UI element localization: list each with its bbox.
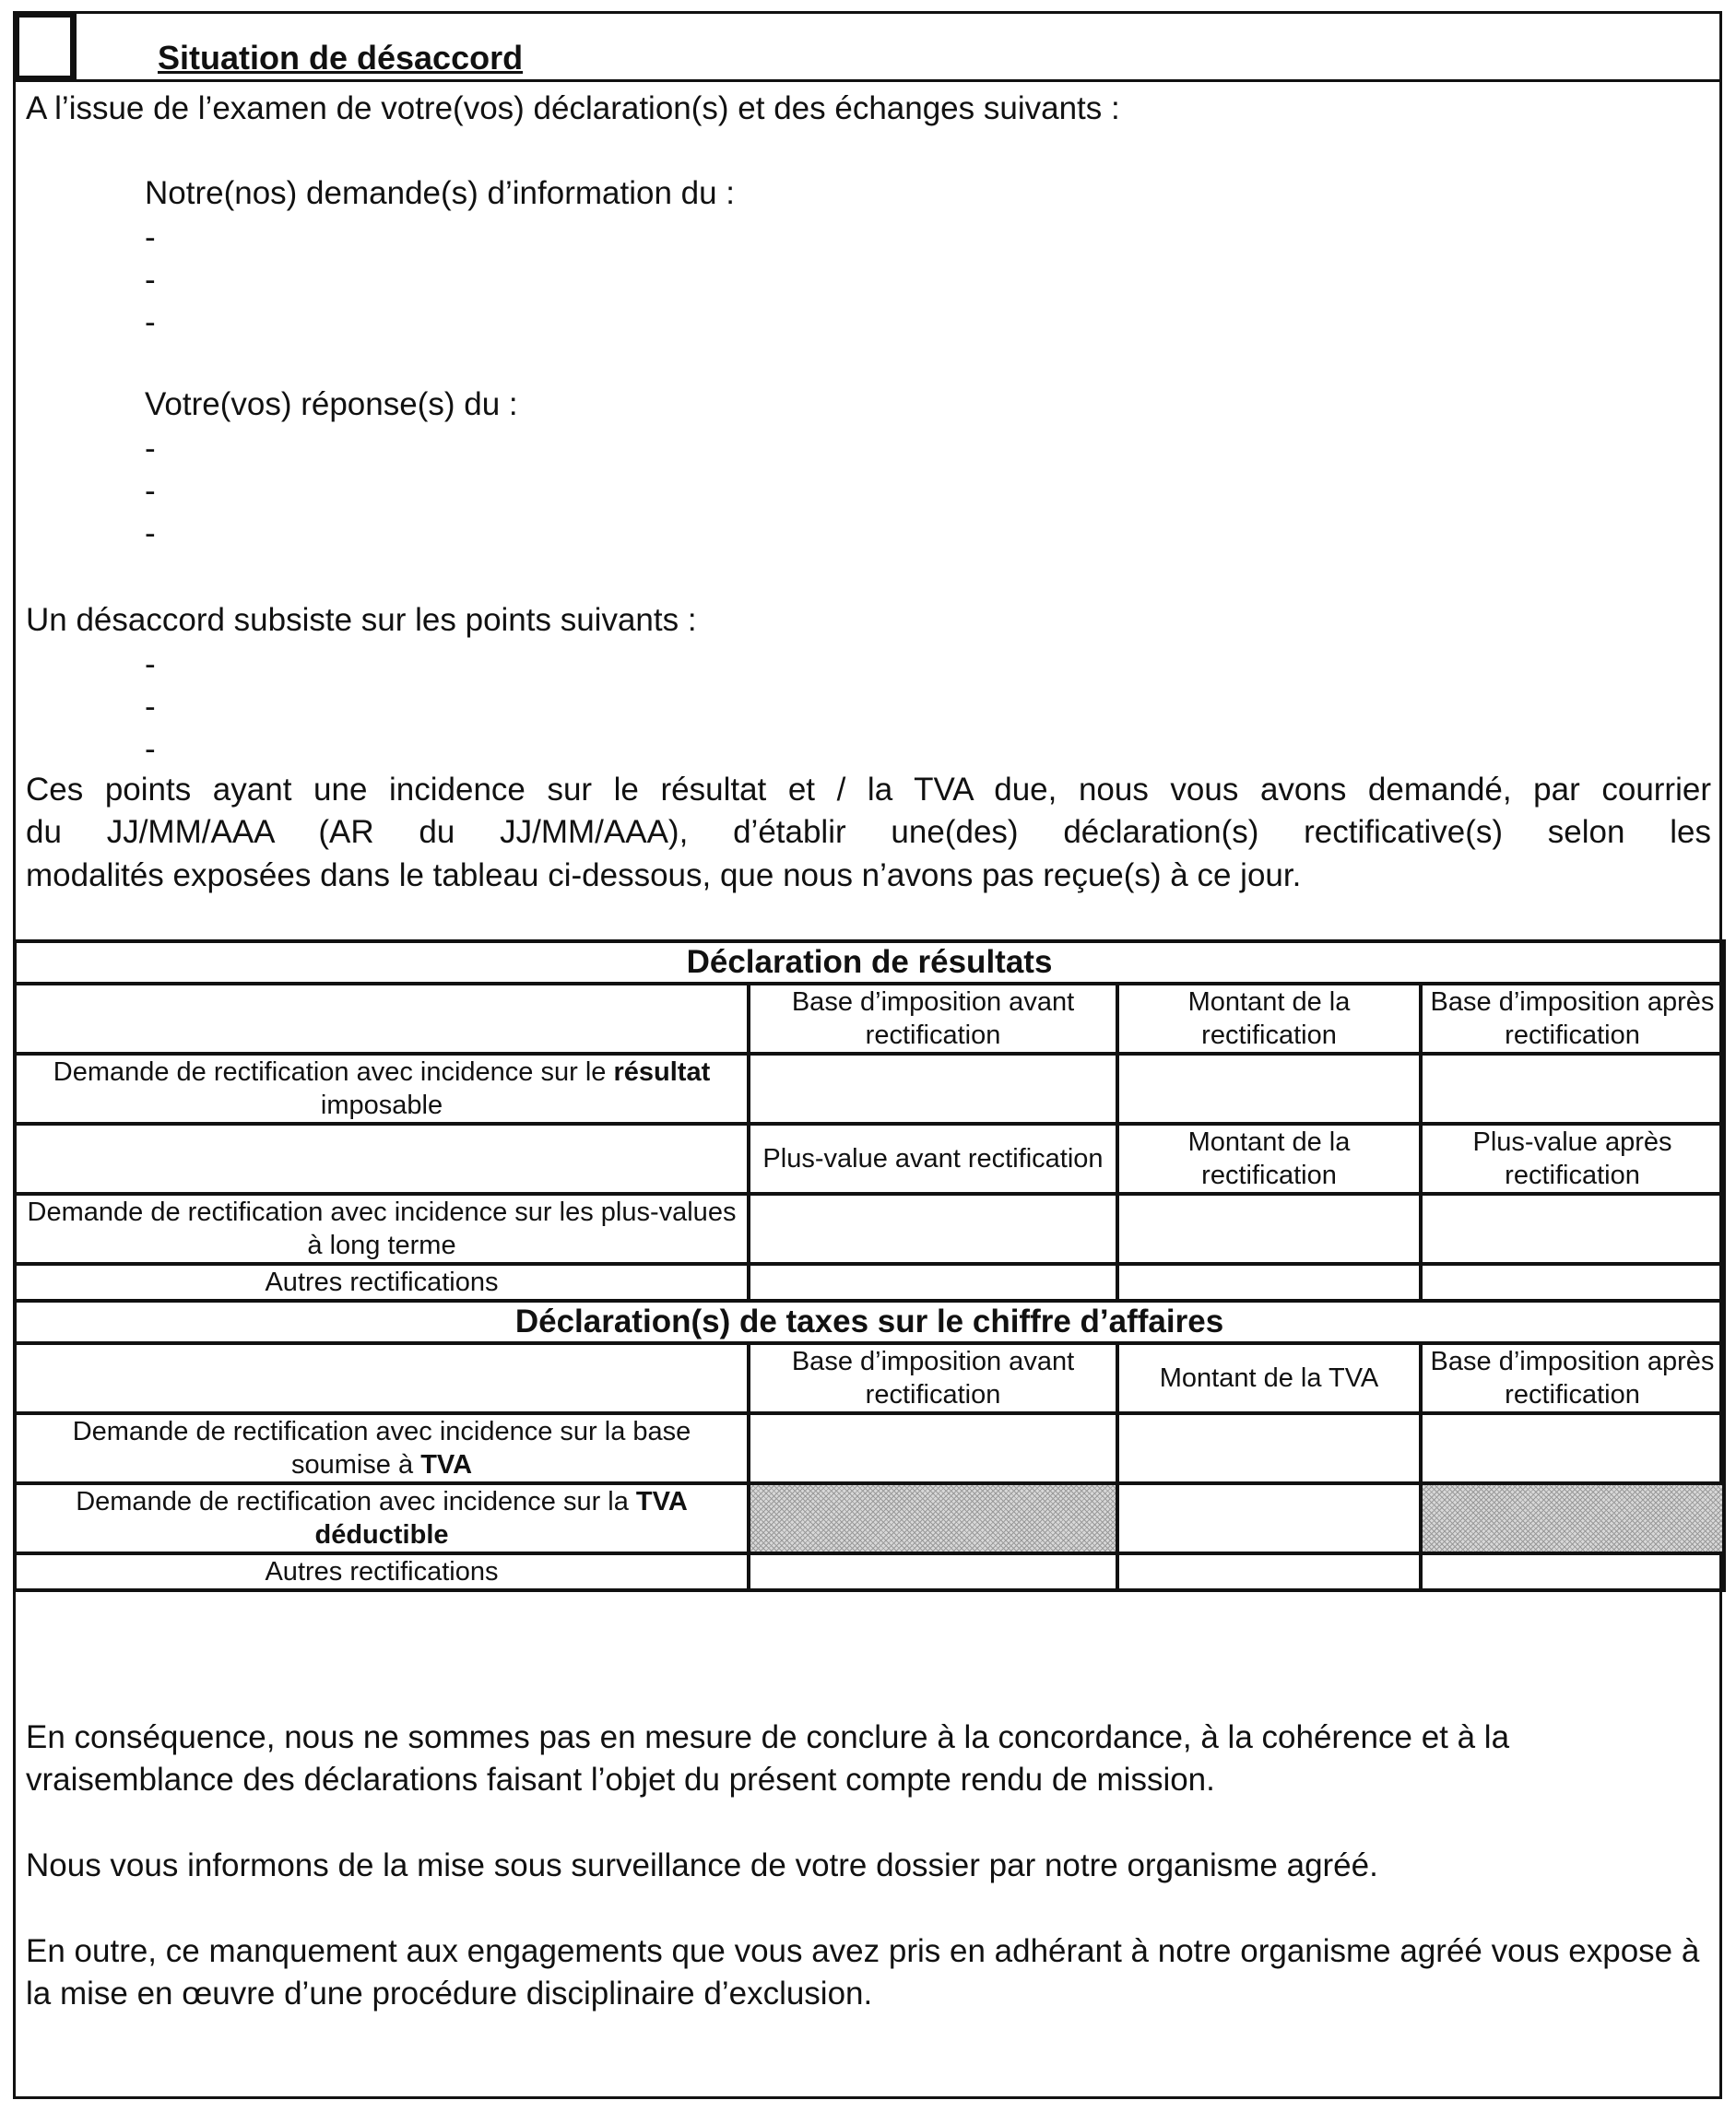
tva-deductible-avant-cell-shaded <box>749 1483 1117 1553</box>
courrier-line-3: modalités exposées dans le tableau ci-dessous, que nous n’avons pas reçue(s) à ce jour. <box>26 857 1302 893</box>
row-resultat-label: Demande de rectification avec incidence sur le résultat imposable <box>15 1054 749 1124</box>
row-pv-label: Demande de rectification avec incidence sur les plus-values à long terme <box>15 1194 749 1264</box>
empty-label-cell <box>15 984 749 1054</box>
resultat-base-apres-cell[interactable] <box>1421 1054 1724 1124</box>
reponses-label: Votre(vos) réponse(s) du : <box>145 386 518 422</box>
situation-checkbox[interactable] <box>13 11 77 82</box>
desaccord-item-3: - <box>145 731 156 767</box>
tva-deductible-apres-cell-shaded <box>1421 1483 1724 1553</box>
resultat-base-avant-cell[interactable] <box>749 1054 1117 1124</box>
col-tca-montant-header: Montant de la TVA <box>1117 1343 1421 1413</box>
base-tva-montant-cell[interactable] <box>1117 1413 1421 1483</box>
consequence-paragraph: En conséquence, nous ne sommes pas en mesure de conclure à la concordance, à la cohérence et à la vraisemblance des déclarations faisant l’objet du présent compte rendu de mission. <box>26 1719 1510 1798</box>
resultat-montant-cell[interactable] <box>1117 1054 1421 1124</box>
col-base-apres-header: Base d’imposition après rectification <box>1421 984 1724 1054</box>
col-montant-header: Montant de la rectification <box>1117 984 1421 1054</box>
section-title: Situation de désaccord <box>158 39 524 77</box>
base-tva-apres-cell[interactable] <box>1421 1413 1724 1483</box>
demandes-label: Notre(nos) demande(s) d’information du : <box>145 175 736 211</box>
desaccord-item-1: - <box>145 646 156 682</box>
col-tca-base-apres-header: Base d’imposition après rectification <box>1421 1343 1724 1413</box>
header-divider <box>13 79 1722 82</box>
autres-montant-cell[interactable] <box>1117 1264 1421 1301</box>
tva-deductible-montant-cell[interactable] <box>1117 1483 1421 1553</box>
row-tva-deductible-label: Demande de rectification avec incidence sur la TVA déductible <box>15 1483 749 1553</box>
pv-avant-cell[interactable] <box>749 1194 1117 1264</box>
demande-item-1: - <box>145 219 156 255</box>
col-pv-avant-header: Plus-value avant rectification <box>749 1124 1117 1194</box>
outre-paragraph: En outre, ce manquement aux engagements que vous avez pris en adhérant à notre organisme agréé vous expose à la mise en œuvre d’une procédure disciplinaire d’exclusion. <box>26 1933 1700 2012</box>
autres-apres-cell[interactable] <box>1421 1264 1724 1301</box>
reponse-item-3: - <box>145 515 156 551</box>
empty-label-cell <box>15 1124 749 1194</box>
section-tca-header: Déclaration(s) de taxes sur le chiffre d’affaires <box>15 1301 1724 1343</box>
col-pv-montant-header: Montant de la rectification <box>1117 1124 1421 1194</box>
courrier-line-2: du JJ/MM/AAA (AR du JJ/MM/AAA), d’établir une(des) déclaration(s) rectificative(s) selon les <box>26 814 1711 850</box>
col-pv-apres-header: Plus-value après rectification <box>1421 1124 1724 1194</box>
reponse-item-1: - <box>145 431 156 466</box>
base-tva-avant-cell[interactable] <box>749 1413 1117 1483</box>
autres-tca-avant-cell[interactable] <box>749 1553 1117 1590</box>
surveillance-paragraph: Nous vous informons de la mise sous surveillance de votre dossier par notre organisme agréé. <box>26 1847 1378 1883</box>
pv-apres-cell[interactable] <box>1421 1194 1724 1264</box>
demande-item-2: - <box>145 262 156 298</box>
desaccord-item-2: - <box>145 689 156 725</box>
col-tca-base-avant-header: Base d’imposition avant rectification <box>749 1343 1117 1413</box>
intro-text: A l’issue de l’examen de votre(vos) déclaration(s) et des échanges suivants : <box>26 90 1120 126</box>
section-resultats-header: Déclaration de résultats <box>15 941 1724 984</box>
autres-tca-montant-cell[interactable] <box>1117 1553 1421 1590</box>
reponse-item-2: - <box>145 473 156 509</box>
row-base-tva-label: Demande de rectification avec incidence sur la base soumise à TVA <box>15 1413 749 1483</box>
empty-label-cell <box>15 1343 749 1413</box>
demande-item-3: - <box>145 304 156 340</box>
rectification-table <box>13 939 1726 1592</box>
courrier-line-1: Ces points ayant une incidence sur le résultat et / la TVA due, nous vous avons demandé, par courrier <box>26 772 1711 808</box>
autres-avant-cell[interactable] <box>749 1264 1117 1301</box>
pv-montant-cell[interactable] <box>1117 1194 1421 1264</box>
desaccord-label: Un désaccord subsiste sur les points suivants : <box>26 602 697 638</box>
autres-tca-apres-cell[interactable] <box>1421 1553 1724 1590</box>
row-autres-tca-label: Autres rectifications <box>15 1553 749 1590</box>
col-base-avant-header: Base d’imposition avant rectification <box>749 984 1117 1054</box>
row-autres-label: Autres rectifications <box>15 1264 749 1301</box>
